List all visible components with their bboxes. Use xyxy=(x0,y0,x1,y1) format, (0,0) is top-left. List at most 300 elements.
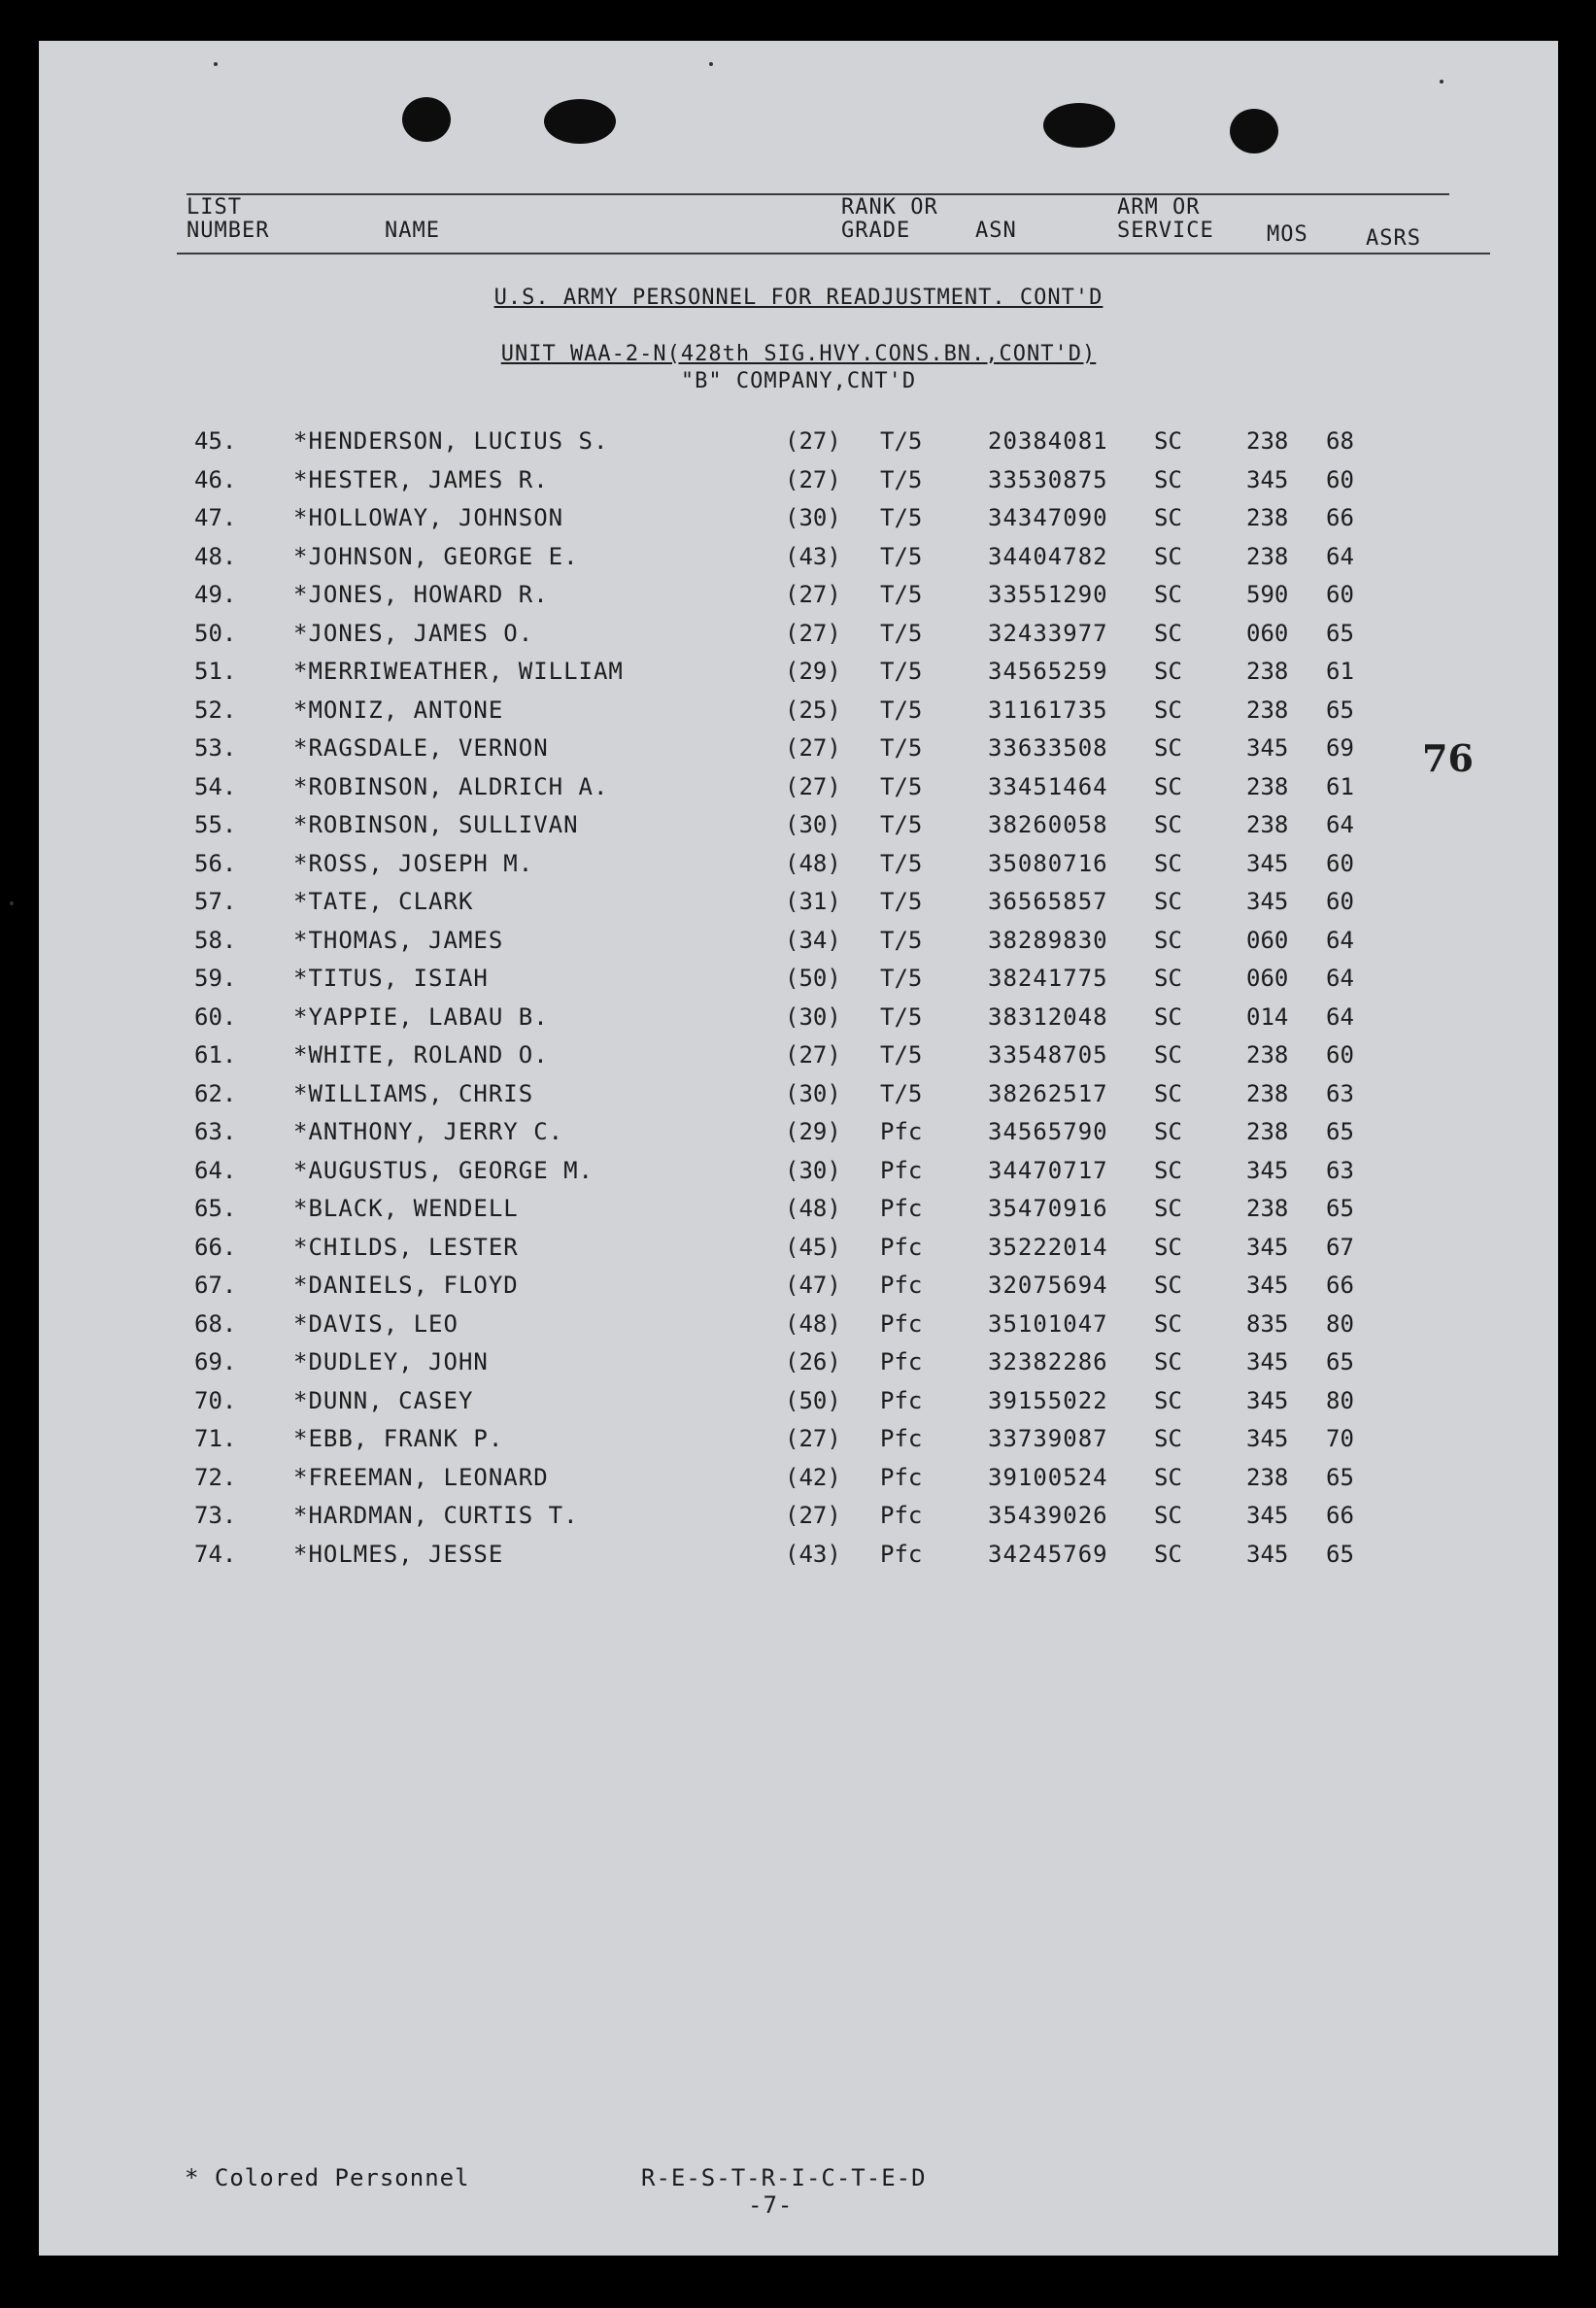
asn: 38260058 xyxy=(988,811,1108,838)
classification-marking: R-E-S-T-R-I-C-T-E-D xyxy=(641,2164,927,2191)
asn: 35101047 xyxy=(988,1309,1108,1338)
person-name: *ROBINSON, SULLIVAN xyxy=(293,811,579,838)
rank-grade: Pfc xyxy=(880,1233,923,1261)
asr-score: 68 xyxy=(1326,427,1354,455)
age-code: (27) xyxy=(785,465,841,493)
asn: 35470916 xyxy=(988,1195,1108,1222)
list-number: 72. xyxy=(194,1463,237,1491)
asr-score: 60 xyxy=(1326,888,1354,915)
asr-score: 64 xyxy=(1326,542,1354,570)
speck xyxy=(214,62,218,66)
mos: 238 xyxy=(1246,1041,1289,1069)
arm-service: SC xyxy=(1154,734,1182,762)
arm-service: SC xyxy=(1154,427,1182,455)
person-name: *AUGUSTUS, GEORGE M. xyxy=(293,1156,594,1184)
age-code: (27) xyxy=(785,619,841,647)
person-name: *ROSS, JOSEPH M. xyxy=(293,849,534,877)
age-code: (50) xyxy=(785,1386,841,1414)
rank-grade: Pfc xyxy=(880,1463,923,1491)
arm-service: SC xyxy=(1154,1425,1182,1452)
arm-service: SC xyxy=(1154,1079,1182,1107)
person-name: *MONIZ, ANTONE xyxy=(293,696,504,724)
age-code: (50) xyxy=(785,965,841,992)
list-number: 66. xyxy=(194,1233,237,1261)
age-code: (25) xyxy=(785,696,841,724)
asr-score: 65 xyxy=(1326,1195,1354,1222)
person-name: *DUNN, CASEY xyxy=(293,1386,474,1414)
arm-service: SC xyxy=(1154,1041,1182,1069)
asn: 33548705 xyxy=(988,1041,1108,1069)
list-number: 65. xyxy=(194,1195,237,1222)
table-row xyxy=(39,1189,1558,1228)
list-number: 60. xyxy=(194,1002,237,1031)
arm-service: SC xyxy=(1154,1272,1182,1299)
list-number: 48. xyxy=(194,542,237,570)
arm-service: SC xyxy=(1154,658,1182,685)
age-code: (48) xyxy=(785,1195,841,1222)
company-title: "B" COMPANY,CNT'D xyxy=(680,369,917,393)
age-code: (47) xyxy=(785,1272,841,1299)
arm-service: SC xyxy=(1154,504,1182,531)
table-row xyxy=(39,1458,1558,1497)
asr-score: 67 xyxy=(1326,1233,1354,1261)
asr-score: 60 xyxy=(1326,581,1354,608)
table-row xyxy=(39,691,1558,730)
mos: 238 xyxy=(1246,658,1289,685)
age-code: (31) xyxy=(785,888,841,915)
table-row xyxy=(39,498,1558,537)
list-number: 61. xyxy=(194,1041,237,1069)
list-number: 73. xyxy=(194,1502,237,1529)
mos: 345 xyxy=(1246,1233,1289,1261)
asn: 33551290 xyxy=(988,581,1108,608)
mos: 238 xyxy=(1246,1195,1289,1222)
age-code: (26) xyxy=(785,1348,841,1375)
person-name: *HESTER, JAMES R. xyxy=(293,465,549,493)
list-number: 58. xyxy=(194,926,237,954)
asn: 31161735 xyxy=(988,696,1108,724)
person-name: *HARDMAN, CURTIS T. xyxy=(293,1502,579,1529)
speck xyxy=(709,62,713,66)
rank-grade: T/5 xyxy=(880,1079,923,1107)
age-code: (42) xyxy=(785,1463,841,1491)
asr-score: 66 xyxy=(1326,1272,1354,1299)
arm-service: SC xyxy=(1154,1502,1182,1529)
mos: 835 xyxy=(1246,1309,1289,1338)
asr-score: 60 xyxy=(1326,465,1354,493)
list-number: 54. xyxy=(194,772,237,800)
arm-service: SC xyxy=(1154,1195,1182,1222)
header-arm-label: ARM OR xyxy=(1117,195,1201,220)
mos: 238 xyxy=(1246,504,1289,531)
age-code: (30) xyxy=(785,1002,841,1031)
arm-service: SC xyxy=(1154,965,1182,992)
table-row xyxy=(39,921,1558,960)
list-number: 56. xyxy=(194,849,237,877)
rank-grade: T/5 xyxy=(880,427,923,455)
person-name: *RAGSDALE, VERNON xyxy=(293,734,549,762)
table-row xyxy=(39,729,1558,767)
age-code: (45) xyxy=(785,1233,841,1261)
person-name: *TATE, CLARK xyxy=(293,888,474,915)
asn: 39155022 xyxy=(988,1386,1108,1414)
asn: 34404782 xyxy=(988,542,1108,570)
list-number: 45. xyxy=(194,427,237,455)
age-code: (29) xyxy=(785,658,841,685)
asr-score: 64 xyxy=(1326,1002,1354,1031)
arm-service: SC xyxy=(1154,581,1182,608)
header-bottom-rule xyxy=(177,253,1490,255)
rank-grade: T/5 xyxy=(880,734,923,762)
asn: 38289830 xyxy=(988,926,1108,954)
asn: 34565259 xyxy=(988,658,1108,685)
age-code: (27) xyxy=(785,772,841,800)
asn: 39100524 xyxy=(988,1463,1108,1491)
asn: 35080716 xyxy=(988,849,1108,877)
asr-score: 69 xyxy=(1326,734,1354,762)
person-name: *HENDERSON, LUCIUS S. xyxy=(293,427,609,455)
mos: 014 xyxy=(1246,1002,1289,1031)
age-code: (29) xyxy=(785,1118,841,1145)
list-number: 71. xyxy=(194,1425,237,1452)
asr-score: 80 xyxy=(1326,1309,1354,1338)
table-row xyxy=(39,959,1558,998)
header-grade-label: GRADE xyxy=(841,219,911,243)
list-number: 63. xyxy=(194,1118,237,1145)
mos: 060 xyxy=(1246,619,1289,647)
arm-service: SC xyxy=(1154,1002,1182,1031)
rank-grade: T/5 xyxy=(880,1041,923,1069)
mos: 345 xyxy=(1246,1272,1289,1299)
arm-service: SC xyxy=(1154,1156,1182,1184)
asn: 34470717 xyxy=(988,1156,1108,1184)
person-name: *FREEMAN, LEONARD xyxy=(293,1463,549,1491)
header-mos: MOS xyxy=(1267,222,1308,247)
punch-hole xyxy=(1043,103,1115,148)
asr-score: 66 xyxy=(1326,1502,1354,1529)
rank-grade: Pfc xyxy=(880,1195,923,1222)
asn: 36565857 xyxy=(988,888,1108,915)
table-row xyxy=(39,1151,1558,1190)
header-arm-or-service xyxy=(1117,196,1214,243)
asr-score: 61 xyxy=(1326,772,1354,800)
arm-service: SC xyxy=(1154,888,1182,915)
arm-service: SC xyxy=(1154,542,1182,570)
asn: 32075694 xyxy=(988,1272,1108,1299)
mos: 238 xyxy=(1246,696,1289,724)
punch-hole xyxy=(544,99,616,144)
rank-grade: Pfc xyxy=(880,1156,923,1184)
arm-service: SC xyxy=(1154,619,1182,647)
asn: 38312048 xyxy=(988,1002,1108,1031)
rank-grade: Pfc xyxy=(880,1272,923,1299)
age-code: (30) xyxy=(785,504,841,531)
arm-service: SC xyxy=(1154,1386,1182,1414)
list-number: 67. xyxy=(194,1272,237,1299)
rank-grade: Pfc xyxy=(880,1118,923,1145)
asr-score: 64 xyxy=(1326,926,1354,954)
rank-grade: T/5 xyxy=(880,465,923,493)
mos: 238 xyxy=(1246,811,1289,838)
list-number: 47. xyxy=(194,504,237,531)
rank-grade: T/5 xyxy=(880,849,923,877)
header-rank-label: RANK OR xyxy=(841,195,938,220)
mos: 345 xyxy=(1246,465,1289,493)
table-row xyxy=(39,652,1558,691)
person-name: *DUDLEY, JOHN xyxy=(293,1348,489,1375)
table-row xyxy=(39,1035,1558,1074)
arm-service: SC xyxy=(1154,1233,1182,1261)
age-code: (34) xyxy=(785,926,841,954)
rank-grade: T/5 xyxy=(880,1002,923,1031)
person-name: *HOLLOWAY, JOHNSON xyxy=(293,504,564,531)
mos: 238 xyxy=(1246,1118,1289,1145)
asn: 33451464 xyxy=(988,772,1108,800)
asn: 38262517 xyxy=(988,1079,1108,1107)
mos: 345 xyxy=(1246,1386,1289,1414)
punch-hole xyxy=(402,97,451,142)
age-code: (30) xyxy=(785,1079,841,1107)
speck xyxy=(10,901,14,905)
arm-service: SC xyxy=(1154,1118,1182,1145)
asr-score: 65 xyxy=(1326,1348,1354,1375)
person-name: *BLACK, WENDELL xyxy=(293,1195,519,1222)
header-rank-or-grade xyxy=(841,196,938,243)
arm-service: SC xyxy=(1154,1309,1182,1338)
rank-grade: Pfc xyxy=(880,1540,923,1568)
asr-score: 60 xyxy=(1326,1041,1354,1069)
age-code: (30) xyxy=(785,811,841,838)
asn: 20384081 xyxy=(988,427,1108,455)
header-number-label: NUMBER xyxy=(187,219,270,243)
person-name: *TITUS, ISIAH xyxy=(293,965,489,992)
arm-service: SC xyxy=(1154,926,1182,954)
header-name: NAME xyxy=(385,219,440,243)
table-row xyxy=(39,1228,1558,1267)
asn: 34347090 xyxy=(988,504,1108,531)
mos: 238 xyxy=(1246,1463,1289,1491)
age-code: (48) xyxy=(785,849,841,877)
person-name: *JONES, JAMES O. xyxy=(293,619,534,647)
asr-score: 66 xyxy=(1326,504,1354,531)
list-number: 51. xyxy=(194,658,237,685)
list-number: 52. xyxy=(194,696,237,724)
rank-grade: T/5 xyxy=(880,504,923,531)
list-number: 70. xyxy=(194,1386,237,1414)
person-name: *ROBINSON, ALDRICH A. xyxy=(293,772,609,800)
person-name: *ANTHONY, JERRY C. xyxy=(293,1118,564,1145)
age-code: (43) xyxy=(785,1540,841,1568)
asn: 35222014 xyxy=(988,1233,1108,1261)
rank-grade: T/5 xyxy=(880,888,923,915)
list-number: 68. xyxy=(194,1309,237,1338)
list-number: 59. xyxy=(194,965,237,992)
asn: 33633508 xyxy=(988,734,1108,762)
asr-score: 64 xyxy=(1326,811,1354,838)
header-list-label: LIST xyxy=(187,195,242,220)
mos: 345 xyxy=(1246,849,1289,877)
table-row xyxy=(39,575,1558,614)
asn: 35439026 xyxy=(988,1502,1108,1529)
asr-score: 61 xyxy=(1326,658,1354,685)
person-name: *HOLMES, JESSE xyxy=(293,1540,504,1568)
age-code: (27) xyxy=(785,1041,841,1069)
rank-grade: T/5 xyxy=(880,926,923,954)
person-name: *DAVIS, LEO xyxy=(293,1309,458,1338)
header-asn: ASN xyxy=(975,219,1017,243)
mos: 345 xyxy=(1246,888,1289,915)
mos: 238 xyxy=(1246,1079,1289,1107)
mos: 238 xyxy=(1246,542,1289,570)
asr-score: 65 xyxy=(1326,1540,1354,1568)
person-name: *JONES, HOWARD R. xyxy=(293,581,549,608)
table-row xyxy=(39,422,1558,460)
table-row xyxy=(39,1074,1558,1113)
document-page xyxy=(39,41,1558,2256)
table-row xyxy=(39,1381,1558,1420)
arm-service: SC xyxy=(1154,772,1182,800)
mos: 345 xyxy=(1246,1540,1289,1568)
table-row xyxy=(39,537,1558,576)
age-code: (27) xyxy=(785,734,841,762)
arm-service: SC xyxy=(1154,849,1182,877)
mos: 590 xyxy=(1246,581,1289,608)
asr-score: 63 xyxy=(1326,1156,1354,1184)
list-number: 74. xyxy=(194,1540,237,1568)
table-row xyxy=(39,844,1558,883)
table-row xyxy=(39,614,1558,653)
table-row xyxy=(39,1496,1558,1535)
person-name: *DANIELS, FLOYD xyxy=(293,1272,519,1299)
list-number: 69. xyxy=(194,1348,237,1375)
person-name: *CHILDS, LESTER xyxy=(293,1233,519,1261)
list-number: 57. xyxy=(194,888,237,915)
rank-grade: T/5 xyxy=(880,772,923,800)
asr-score: 60 xyxy=(1326,849,1354,877)
table-row xyxy=(39,998,1558,1036)
table-row xyxy=(39,460,1558,499)
age-code: (27) xyxy=(785,1502,841,1529)
rank-grade: T/5 xyxy=(880,619,923,647)
list-number: 46. xyxy=(194,465,237,493)
asr-score: 64 xyxy=(1326,965,1354,992)
list-number: 64. xyxy=(194,1156,237,1184)
mos: 060 xyxy=(1246,965,1289,992)
age-code: (27) xyxy=(785,427,841,455)
table-row xyxy=(39,1112,1558,1151)
asr-score: 65 xyxy=(1326,696,1354,724)
mos: 345 xyxy=(1246,1502,1289,1529)
mos: 238 xyxy=(1246,772,1289,800)
document-title: U.S. ARMY PERSONNEL FOR READJUSTMENT. CONT'D xyxy=(493,286,1104,310)
asn: 33530875 xyxy=(988,465,1108,493)
rank-grade: T/5 xyxy=(880,581,923,608)
table-row xyxy=(39,805,1558,844)
rank-grade: Pfc xyxy=(880,1425,923,1452)
age-code: (27) xyxy=(785,1425,841,1452)
page-number: -7- xyxy=(748,2191,794,2219)
person-name: *WILLIAMS, CHRIS xyxy=(293,1079,534,1107)
header-top-rule xyxy=(187,193,1449,195)
mos: 345 xyxy=(1246,1156,1289,1184)
header-service-label: SERVICE xyxy=(1117,219,1214,243)
age-code: (27) xyxy=(785,581,841,608)
mos: 345 xyxy=(1246,1425,1289,1452)
list-number: 53. xyxy=(194,734,237,762)
asn: 33739087 xyxy=(988,1425,1108,1452)
person-name: *WHITE, ROLAND O. xyxy=(293,1041,549,1069)
mos: 238 xyxy=(1246,427,1289,455)
rank-grade: Pfc xyxy=(880,1309,923,1338)
asn: 34245769 xyxy=(988,1540,1108,1568)
page-mark: 76 xyxy=(1422,736,1474,780)
asn: 38241775 xyxy=(988,965,1108,992)
asr-score: 63 xyxy=(1326,1079,1354,1107)
arm-service: SC xyxy=(1154,1463,1182,1491)
list-number: 62. xyxy=(194,1079,237,1107)
asr-score: 70 xyxy=(1326,1425,1354,1452)
table-row xyxy=(39,1342,1558,1381)
arm-service: SC xyxy=(1154,465,1182,493)
mos: 345 xyxy=(1246,1348,1289,1375)
table-row xyxy=(39,1535,1558,1574)
list-number: 50. xyxy=(194,619,237,647)
person-name: *MERRIWEATHER, WILLIAM xyxy=(293,658,624,685)
table-row xyxy=(39,767,1558,806)
table-row xyxy=(39,882,1558,921)
age-code: (30) xyxy=(785,1156,841,1184)
header-asrs: ASRS xyxy=(1366,226,1421,251)
asn: 32433977 xyxy=(988,619,1108,647)
asn: 32382286 xyxy=(988,1348,1108,1375)
arm-service: SC xyxy=(1154,1540,1182,1568)
table-row xyxy=(39,1266,1558,1305)
asr-score: 80 xyxy=(1326,1386,1354,1414)
list-number: 55. xyxy=(194,811,237,838)
rank-grade: Pfc xyxy=(880,1386,923,1414)
person-name: *THOMAS, JAMES xyxy=(293,926,504,954)
person-name: *YAPPIE, LABAU B. xyxy=(293,1002,549,1031)
asr-score: 65 xyxy=(1326,1463,1354,1491)
asn: 34565790 xyxy=(988,1118,1108,1145)
age-code: (43) xyxy=(785,542,841,570)
asr-score: 65 xyxy=(1326,1118,1354,1145)
footer-note: * Colored Personnel xyxy=(185,2164,470,2191)
rank-grade: T/5 xyxy=(880,965,923,992)
unit-title: UNIT WAA-2-N(428th SIG.HVY.CONS.BN.,CONT'D) xyxy=(500,342,1097,366)
arm-service: SC xyxy=(1154,811,1182,838)
rank-grade: Pfc xyxy=(880,1502,923,1529)
mos: 060 xyxy=(1246,926,1289,954)
table-row xyxy=(39,1305,1558,1343)
person-name: *JOHNSON, GEORGE E. xyxy=(293,542,579,570)
punch-hole xyxy=(1230,109,1278,153)
asr-score: 65 xyxy=(1326,619,1354,647)
header-list-number xyxy=(187,196,269,243)
mos: 345 xyxy=(1246,734,1289,762)
rank-grade: Pfc xyxy=(880,1348,923,1375)
arm-service: SC xyxy=(1154,696,1182,724)
person-name: *EBB, FRANK P. xyxy=(293,1425,504,1452)
arm-service: SC xyxy=(1154,1348,1182,1375)
speck xyxy=(1440,80,1443,84)
rank-grade: T/5 xyxy=(880,811,923,838)
age-code: (48) xyxy=(785,1309,841,1338)
rank-grade: T/5 xyxy=(880,542,923,570)
table-row xyxy=(39,1419,1558,1458)
rank-grade: T/5 xyxy=(880,658,923,685)
rank-grade: T/5 xyxy=(880,696,923,724)
